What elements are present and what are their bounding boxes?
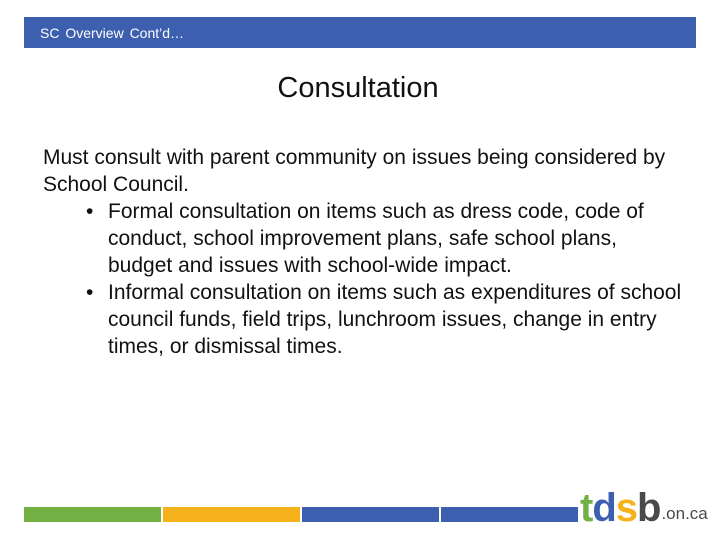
bullet-text: Informal consultation on items such as expenditures of school council funds, field trips, lunchroom issues, change in entry times, or dismissal times. (108, 281, 682, 358)
tdsb-logo (580, 484, 708, 528)
bullet-text: Formal consultation on items such as dress code, code of conduct, school improvement plans, safe school plans, budget and issues with school-wide impact. (108, 200, 644, 277)
logo-suffix: .on.ca (661, 504, 708, 523)
logo-letter-s: s (615, 486, 638, 530)
footer-stripes (24, 507, 578, 522)
footer-stripe-blue (302, 507, 439, 522)
bullet-item (43, 279, 683, 360)
footer-stripe-yellow (163, 507, 300, 522)
bullet-icon: • (86, 200, 94, 223)
slide-body (43, 144, 683, 360)
footer-stripe-green (24, 507, 161, 522)
bullet-icon: • (86, 281, 94, 304)
bullet-item (43, 198, 683, 279)
header-label: SC Overview Cont’d… (40, 24, 185, 41)
logo-letter-t: t (580, 486, 593, 530)
intro-paragraph: Must consult with parent community on issues being considered by School Council. (43, 146, 666, 196)
header-bar (24, 17, 696, 48)
logo-letter-b: b (637, 486, 661, 530)
footer-stripe-blue-2 (441, 507, 578, 522)
logo-letter-d: d (592, 486, 616, 530)
slide-title: Consultation (277, 72, 439, 104)
bullet-list (43, 198, 683, 360)
